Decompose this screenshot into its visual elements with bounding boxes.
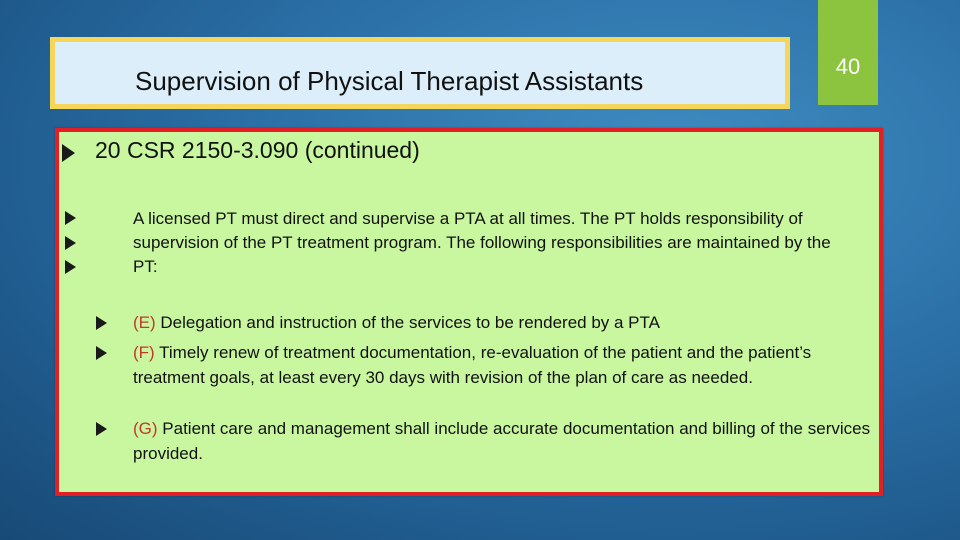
slide-number: 40 [835,54,861,79]
bullet-arrow-icon [96,422,107,436]
item-text: Timely renew of treatment documentation, re-evaluation of the patient and the patient’s treatment goals, at least every 30 days with revision of the plan of care as needed. [133,343,812,387]
intro-paragraph: A licensed PT must direct and supervise a PTA at all times. The PT holds responsibility of supervision of the PT treatment program. The following responsibilities are maintained by the PT: [133,209,831,276]
bullet-arrow-icon [65,211,76,225]
list-item [133,416,878,466]
item-code: (G) [133,419,158,438]
title-box [50,37,790,109]
bullet-arrow-icon [96,316,107,330]
section-heading: 20 CSR 2150-3.090 (continued) [95,137,420,163]
slide-number-box [818,0,878,105]
bullet-arrow-icon [96,346,107,360]
item-code: (F) [133,343,155,362]
list-item [133,340,878,390]
bullet-arrow-icon [65,260,76,274]
item-text: Patient care and management shall include accurate documentation and billing of the services provided. [133,419,871,463]
item-text: Delegation and instruction of the services to be rendered by a PTA [155,313,660,332]
item-code: (E) [133,313,156,332]
slide-title: Supervision of Physical Therapist Assistants [135,66,644,96]
bullet-arrow-icon [65,236,76,250]
bullet-arrow-icon [62,144,75,162]
list-item [133,310,878,335]
